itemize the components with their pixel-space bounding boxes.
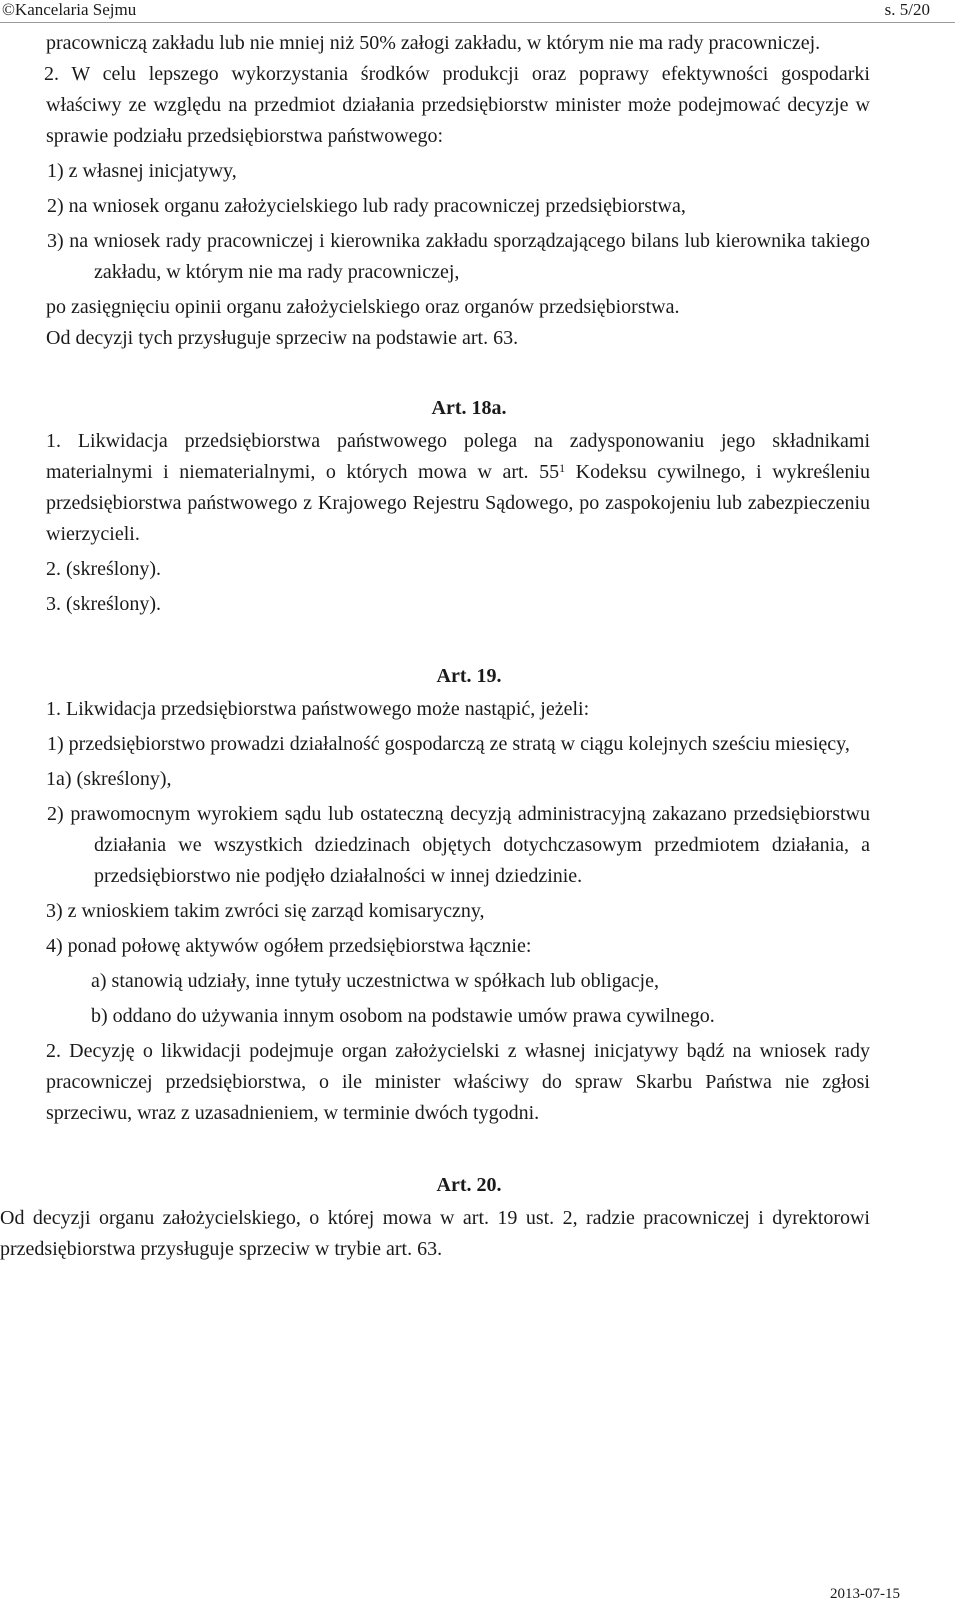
document-body	[0, 28, 958, 1265]
page-header	[0, 0, 960, 20]
article-text: Kodeksu cywilnego, i wykreśleniu przedsiębiorstwa państwowego z Krajowego Rejestru Sądowego, po zaspokojeniu lub zabezpieczeniu wierzycieli.	[46, 461, 870, 545]
list-item: 1) z własnej inicjatywy,	[47, 160, 237, 182]
article-paragraph: 2. Decyzję o likwidacji podejmuje organ założycielski z własnej inicjatywy bądź na wniosek rady pracowniczej przedsiębiorstwa, o ile minister właściwy do spraw Skarbu Państwa nie zgłosi sprzeciwu, wraz z uzasadnieniem, w terminie dwóch tygodni.	[46, 1040, 870, 1124]
list-item: 2) prawomocnym wyrokiem sądu lub ostateczną decyzją administracyjną zakazano przedsiębiorstwu działania we wszystkich dziedzinach objętych dotychczasowym przedmiotem działania, a przedsiębiorstwo nie podjęło działalności w innej dziedzinie.	[47, 803, 870, 887]
paragraph-continued: pracowniczą zakładu lub nie mniej niż 50% załogi zakładu, w którym nie ma rady pracowniczej.	[46, 32, 821, 54]
list-subitem: b) oddano do używania innym osobom na podstawie umów prawa cywilnego.	[91, 1005, 715, 1027]
header-divider	[0, 22, 955, 23]
article-paragraph: Od decyzji organu założycielskiego, o której mowa w art. 19 ust. 2, radzie pracowniczej i dyrektorowi przedsiębiorstwa przysługuje sprzeciw w trybie art. 63.	[0, 1207, 870, 1260]
article-paragraph: 1. Likwidacja przedsiębiorstwa państwowego może nastąpić, jeżeli:	[46, 698, 590, 720]
article-paragraph	[0, 426, 958, 550]
article-heading: Art. 20.	[436, 1174, 502, 1196]
article-text: 1. Likwidacja przedsiębiorstwa państwowego polega na zadysponowaniu jego składnikami materialnymi i niematerialnymi, o których mowa w art. 55	[46, 430, 870, 483]
superscript: 1	[559, 461, 566, 475]
article-heading: Art. 19.	[436, 665, 502, 687]
list-item: 3) na wniosek rady pracowniczej i kierownika zakładu sporządzającego bilans lub kierownika takiego zakładu, w którym nie ma rady pracowniczej,	[47, 230, 870, 283]
header-copyright: ©Kancelaria Sejmu	[2, 0, 137, 19]
paragraph-closing: po zasięgnięciu opinii organu założycielskiego oraz organów przedsiębiorstwa.	[46, 296, 680, 318]
article-paragraph: 2. (skreślony).	[46, 558, 161, 580]
paragraph-closing: Od decyzji tych przysługuje sprzeciw na podstawie art. 63.	[46, 327, 519, 349]
paragraph-2: 2. W celu lepszego wykorzystania środków produkcji oraz poprawy efektywności gospodarki właściwy ze względu na przedmiot działania przedsiębiorstw minister może podejmować decyzje w sprawie podziału przedsiębiorstwa państwowego:	[44, 63, 870, 147]
list-subitem: a) stanowią udziały, inne tytuły uczestnictwa w spółkach lub obligacje,	[91, 970, 659, 992]
page-number: s. 5/20	[884, 0, 930, 19]
list-item: 1) przedsiębiorstwo prowadzi działalność gospodarczą ze stratą w ciągu kolejnych sześciu miesięcy,	[47, 733, 850, 755]
list-item: 1a) (skreślony),	[46, 768, 172, 790]
footer-date: 2013-07-15	[830, 1586, 900, 1602]
article-paragraph: 3. (skreślony).	[46, 593, 161, 615]
article-heading: Art. 18a.	[431, 397, 507, 419]
list-item: 3) z wnioskiem takim zwróci się zarząd komisaryczny,	[46, 900, 485, 922]
list-item: 2) na wniosek organu założycielskiego lub rady pracowniczej przedsiębiorstwa,	[47, 195, 686, 217]
list-item: 4) ponad połowę aktywów ogółem przedsiębiorstwa łącznie:	[46, 935, 532, 957]
